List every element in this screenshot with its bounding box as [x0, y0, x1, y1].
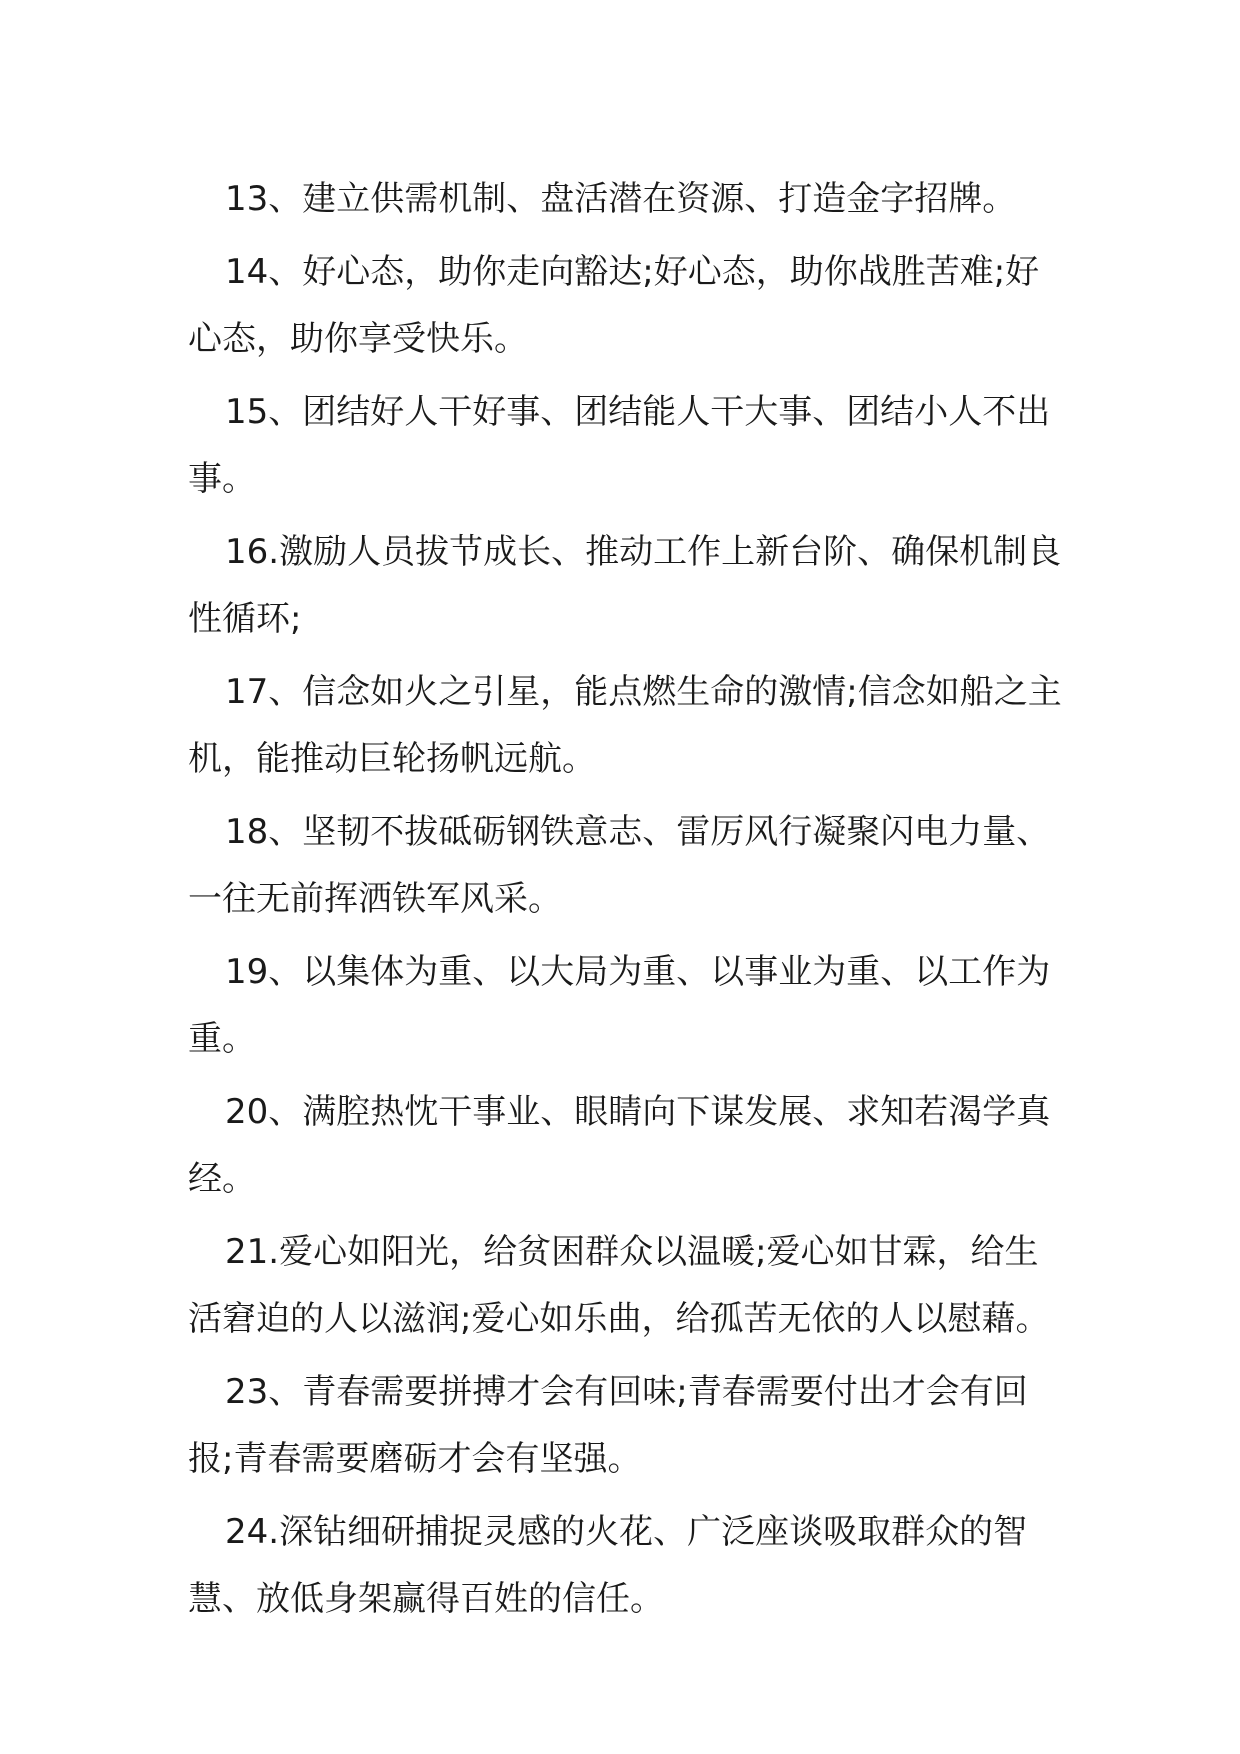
paragraph-20: 20、满腔热忱干事业、眼睛向下谋发展、求知若渴学真经。 [188, 1092, 1051, 1199]
paragraph-21: 21.爱心如阳光，给贫困群众以温暖;爱心如甘霖，给生活窘迫的人以滋润;爱心如乐曲，给孤苦无依的人以慰藉。 [188, 1232, 1050, 1339]
document-body [188, 166, 1068, 1639]
paragraph-19: 19、以集体为重、以大局为重、以事业为重、以工作为重。 [188, 952, 1051, 1059]
paragraph-15: 15、团结好人干好事、团结能人干大事、团结小人不出事。 [188, 392, 1051, 499]
paragraph-23: 23、青春需要拼搏才会有回味;青春需要付出才会有回报;青春需要磨砺才会有坚强。 [188, 1372, 1028, 1479]
paragraph-24: 24.深钻细研捕捉灵感的火花、广泛座谈吸取群众的智慧、放低身架赢得百姓的信任。 [188, 1512, 1028, 1619]
paragraph-18: 18、坚韧不拔砥砺钢铁意志、雷厉风行凝聚闪电力量、一往无前挥洒铁军风采。 [188, 812, 1051, 919]
paragraph-13: 13、建立供需机制、盘活潜在资源、打造金字招牌。 [225, 179, 1017, 219]
paragraph-17: 17、信念如火之引星，能点燃生命的激情;信念如船之主机，能推动巨轮扬帆远航。 [188, 672, 1062, 779]
paragraph-16: 16.激励人员拔节成长、推动工作上新台阶、确保机制良性循环; [188, 532, 1062, 639]
paragraph-14: 14、好心态，助你走向豁达;好心态，助你战胜苦难;好心态，助你享受快乐。 [188, 252, 1040, 359]
